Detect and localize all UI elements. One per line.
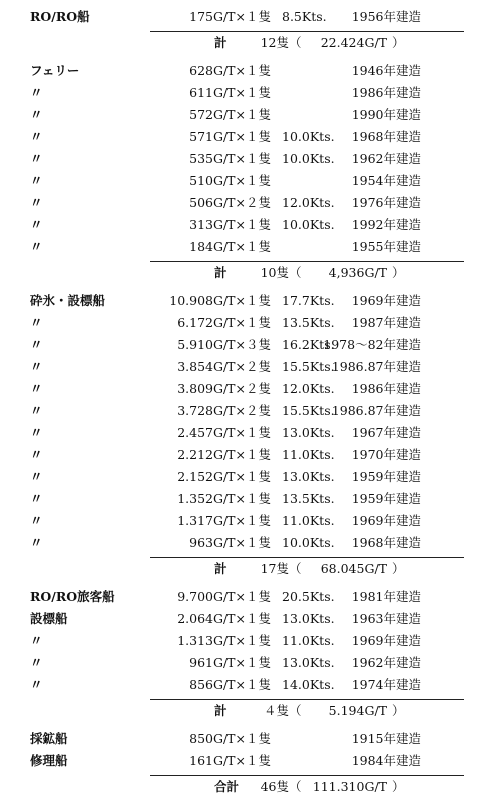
tonnage-cell: 510G/T×１隻: [189, 173, 271, 188]
table-row: [0, 466, 487, 488]
total-tonnage: 22.424G/T: [320, 35, 387, 50]
ship-type: 採鉱船: [30, 731, 68, 746]
build-year-cell: 1955年建造: [351, 239, 421, 254]
total-tonnage: 5.194G/T: [328, 703, 387, 718]
build-year-cell: 1990年建造: [351, 107, 421, 122]
total-label: 計: [214, 265, 227, 280]
table-row: [0, 334, 487, 356]
build-year-cell: 1987年建造: [351, 315, 421, 330]
paren-close: ）: [392, 265, 405, 280]
ship-type: 〃: [30, 633, 43, 648]
tonnage-cell: 961G/T×１隻: [189, 655, 271, 670]
table-row: [0, 104, 487, 126]
table-row: [0, 378, 487, 400]
speed-cell: 13.5Kts.: [282, 491, 335, 506]
total-count: 12隻: [260, 35, 289, 50]
build-year-cell: 1992年建造: [351, 217, 421, 232]
tonnage-cell: 628G/T×１隻: [189, 63, 271, 78]
speed-cell: 13.0Kts.: [282, 425, 335, 440]
build-year-cell: 1968年建造: [351, 129, 421, 144]
table-row: [0, 236, 487, 258]
build-year-cell: 1986年建造: [351, 85, 421, 100]
tonnage-cell: 313G/T×１隻: [189, 217, 271, 232]
table-row: [0, 728, 487, 750]
build-year-cell: 1981年建造: [351, 589, 421, 604]
table-row: [0, 192, 487, 214]
table-row: [0, 356, 487, 378]
total-tonnage: 4,936G/T: [328, 265, 387, 280]
tonnage-cell: 6.172G/T×１隻: [177, 315, 271, 330]
table-row: [0, 444, 487, 466]
ship-type: 砕氷・設標船: [30, 293, 106, 308]
tonnage-cell: 5.910G/T×３隻: [177, 337, 271, 352]
table-row: [0, 148, 487, 170]
tonnage-cell: 3.854G/T×２隻: [177, 359, 271, 374]
total-label: 合計: [214, 779, 240, 794]
build-year-cell: 1986.87年建造: [331, 359, 421, 374]
tonnage-cell: 1.352G/T×１隻: [177, 491, 271, 506]
table-row: [0, 674, 487, 696]
ship-type: フェリー: [30, 63, 80, 78]
build-year-cell: 1946年建造: [351, 63, 421, 78]
build-year-cell: 1915年建造: [351, 731, 421, 746]
ship-type: 〃: [30, 195, 43, 210]
ship-type: 〃: [30, 513, 43, 528]
tonnage-cell: 572G/T×１隻: [189, 107, 271, 122]
tonnage-cell: 856G/T×１隻: [189, 677, 271, 692]
build-year-cell: 1984年建造: [351, 753, 421, 768]
speed-cell: 11.0Kts.: [282, 633, 335, 648]
speed-cell: 10.0Kts.: [282, 535, 335, 550]
tonnage-cell: 571G/T×１隻: [189, 129, 271, 144]
tonnage-cell: 611G/T×１隻: [189, 85, 271, 100]
build-year-cell: 1974年建造: [351, 677, 421, 692]
ship-type: 〃: [30, 217, 43, 232]
subtotal-row: [0, 262, 487, 284]
ship-type: 〃: [30, 239, 43, 254]
ship-type: 〃: [30, 447, 43, 462]
total-count: 10隻: [260, 265, 289, 280]
build-year-cell: 1986.87年建造: [331, 403, 421, 418]
paren-open: （: [289, 779, 302, 794]
paren-open: （: [289, 561, 302, 576]
table-row: [0, 60, 487, 82]
build-year-cell: 1969年建造: [351, 633, 421, 648]
subtotal-row: [0, 558, 487, 580]
ship-type: 修理船: [30, 753, 68, 768]
ship-type: RO/RO旅客船: [30, 589, 115, 604]
table-row: [0, 400, 487, 422]
table-row: [0, 488, 487, 510]
tonnage-cell: 2.212G/T×１隻: [177, 447, 271, 462]
table-row: [0, 82, 487, 104]
build-year-cell: 1968年建造: [351, 535, 421, 550]
tonnage-cell: 535G/T×１隻: [189, 151, 271, 166]
build-year-cell: 1954年建造: [351, 173, 421, 188]
speed-cell: 13.0Kts.: [282, 469, 335, 484]
ship-type: 〃: [30, 85, 43, 100]
total-count: 46隻: [260, 779, 289, 794]
ship-type: 〃: [30, 337, 43, 352]
tonnage-cell: 2.457G/T×１隻: [177, 425, 271, 440]
table-row: [0, 6, 487, 28]
table-row: [0, 652, 487, 674]
tonnage-cell: 506G/T×２隻: [189, 195, 271, 210]
tonnage-cell: 850G/T×１隻: [189, 731, 271, 746]
paren-open: （: [289, 265, 302, 280]
ship-type: 〃: [30, 129, 43, 144]
ship-type: 〃: [30, 381, 43, 396]
speed-cell: 13.0Kts.: [282, 655, 335, 670]
paren-close: ）: [392, 703, 405, 718]
total-label: 計: [214, 703, 227, 718]
total-tonnage: 68.045G/T: [320, 561, 387, 576]
build-year-cell: 1986年建造: [351, 381, 421, 396]
paren-open: （: [289, 703, 302, 718]
build-year-cell: 1969年建造: [351, 513, 421, 528]
table-row: [0, 170, 487, 192]
speed-cell: 14.0Kts.: [282, 677, 335, 692]
ship-type: 設標船: [30, 611, 68, 626]
ship-type: 〃: [30, 315, 43, 330]
build-year-cell: 1976年建造: [351, 195, 421, 210]
tonnage-cell: 2.064G/T×１隻: [177, 611, 271, 626]
speed-cell: 10.0Kts.: [282, 151, 335, 166]
tonnage-cell: 9.700G/T×１隻: [177, 589, 271, 604]
ship-type: 〃: [30, 425, 43, 440]
speed-cell: 12.0Kts.: [282, 381, 335, 396]
ship-type: 〃: [30, 151, 43, 166]
speed-cell: 10.0Kts.: [282, 217, 335, 232]
tonnage-cell: 3.728G/T×２隻: [177, 403, 271, 418]
tonnage-cell: 963G/T×１隻: [189, 535, 271, 550]
build-year-cell: 1962年建造: [351, 655, 421, 670]
build-year-cell: 1962年建造: [351, 151, 421, 166]
table-row: [0, 586, 487, 608]
build-year-cell: 1963年建造: [351, 611, 421, 626]
speed-cell: 11.0Kts.: [282, 447, 335, 462]
tonnage-cell: 1.317G/T×１隻: [177, 513, 271, 528]
ship-type: 〃: [30, 107, 43, 122]
total-label: 計: [214, 35, 227, 50]
tonnage-cell: 175G/T×１隻: [189, 9, 271, 24]
subtotal-row: [0, 700, 487, 722]
ship-type: 〃: [30, 469, 43, 484]
speed-cell: 8.5Kts.: [282, 9, 327, 24]
paren-close: ）: [392, 35, 405, 50]
paren-open: （: [289, 35, 302, 50]
paren-close: ）: [392, 779, 405, 794]
speed-cell: 15.5Kts.: [282, 359, 335, 374]
table-row: [0, 126, 487, 148]
table-row: [0, 630, 487, 652]
total-count: 17隻: [260, 561, 289, 576]
table-row: [0, 510, 487, 532]
build-year-cell: 1969年建造: [351, 293, 421, 308]
table-row: [0, 608, 487, 630]
speed-cell: 13.0Kts.: [282, 611, 335, 626]
table-row: [0, 312, 487, 334]
speed-cell: 20.5Kts.: [282, 589, 335, 604]
ship-type: 〃: [30, 535, 43, 550]
subtotal-row: [0, 32, 487, 54]
ship-type: 〃: [30, 403, 43, 418]
ship-type: 〃: [30, 491, 43, 506]
table-row: [0, 532, 487, 554]
speed-cell: 13.5Kts.: [282, 315, 335, 330]
table-row: [0, 290, 487, 312]
total-label: 計: [214, 561, 227, 576]
ship-type: 〃: [30, 359, 43, 374]
speed-cell: 16.2Kts.: [282, 337, 335, 352]
ship-type: RO/RO船: [30, 9, 90, 24]
tonnage-cell: 1.313G/T×１隻: [177, 633, 271, 648]
speed-cell: 15.5Kts.: [282, 403, 335, 418]
table-row: [0, 214, 487, 236]
tonnage-cell: 3.809G/T×２隻: [177, 381, 271, 396]
tonnage-cell: 10.908G/T×１隻: [169, 293, 271, 308]
build-year-cell: 1959年建造: [351, 469, 421, 484]
speed-cell: 17.7Kts.: [282, 293, 335, 308]
paren-close: ）: [392, 561, 405, 576]
tonnage-cell: 2.152G/T×１隻: [177, 469, 271, 484]
grand-total-row: [0, 776, 487, 798]
speed-cell: 10.0Kts.: [282, 129, 335, 144]
speed-cell: 11.0Kts.: [282, 513, 335, 528]
build-year-cell: 1959年建造: [351, 491, 421, 506]
ship-type: 〃: [30, 173, 43, 188]
table-row: [0, 750, 487, 772]
tonnage-cell: 184G/T×１隻: [189, 239, 271, 254]
build-year-cell: 1970年建造: [351, 447, 421, 462]
build-year-cell: 1956年建造: [351, 9, 421, 24]
total-tonnage: 111.310G/T: [312, 779, 387, 794]
tonnage-cell: 161G/T×１隻: [189, 753, 271, 768]
total-count: ４隻: [263, 703, 289, 718]
table-row: [0, 422, 487, 444]
build-year-cell: 1978～82年建造: [323, 337, 421, 352]
speed-cell: 12.0Kts.: [282, 195, 335, 210]
build-year-cell: 1967年建造: [351, 425, 421, 440]
ship-type: 〃: [30, 677, 43, 692]
ship-type: 〃: [30, 655, 43, 670]
